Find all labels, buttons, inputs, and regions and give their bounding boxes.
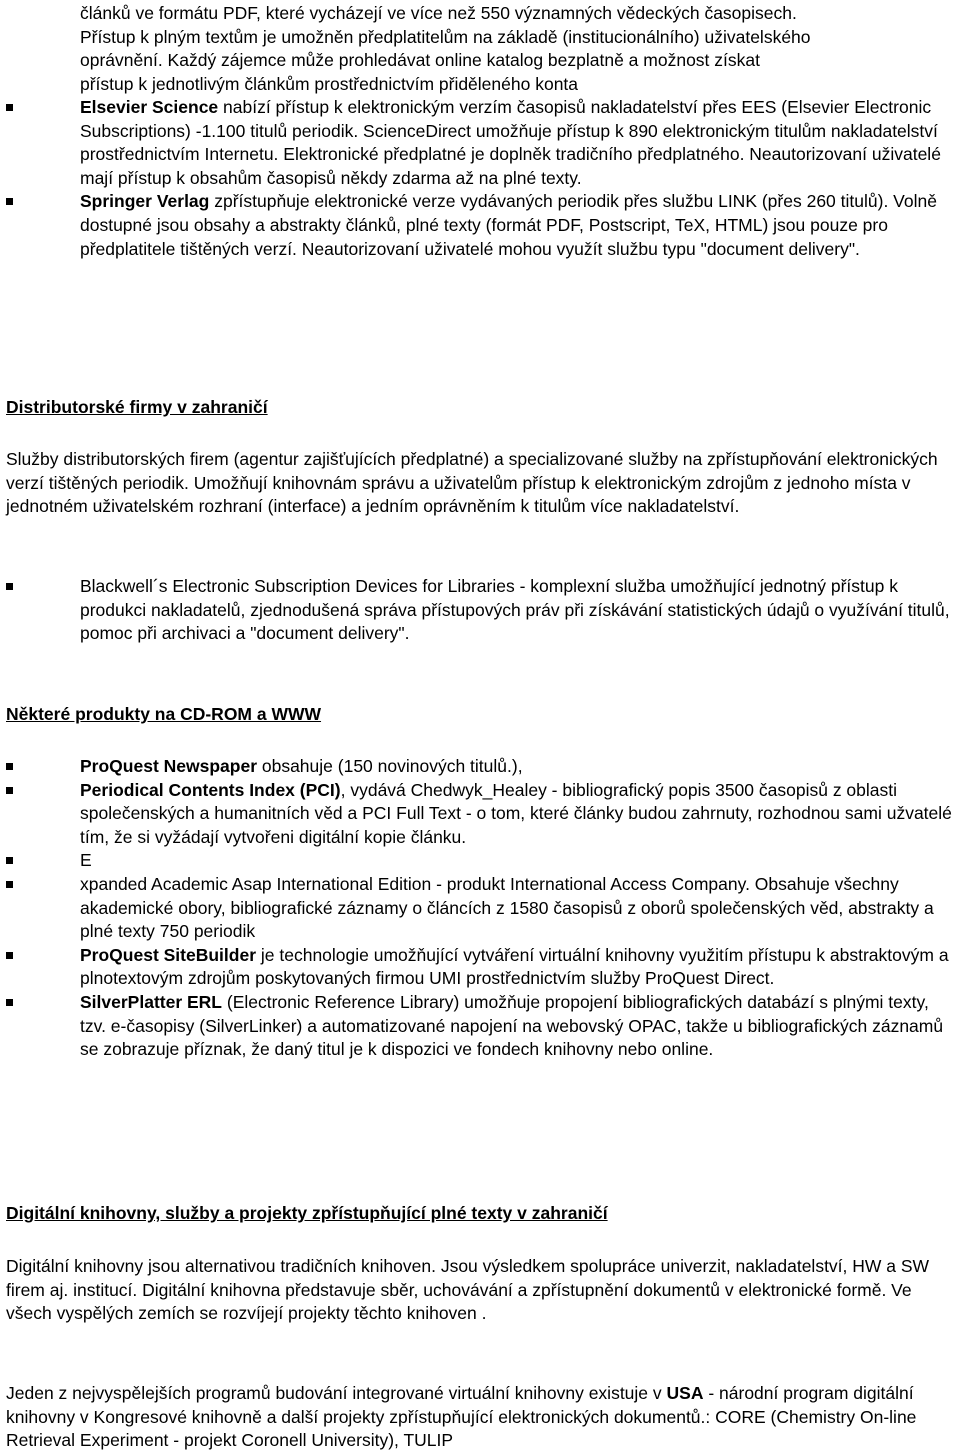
item-text: (Electronic Reference Library) umožňuje propojení bibliografických databází s plnými texty, tzv. e-časopisy (SilverLinker) a automatizované napojení na webovský OPAC, takže u bibliografických záznamů se zobrazuje příznak, že daný titul je k dispozici ve fondech knihovny nebo online. bbox=[80, 991, 944, 1060]
intro-line: přístup k jednotlivým článkům prostřednictvím přiděleného konta bbox=[80, 73, 579, 94]
list-item bbox=[0, 190, 956, 261]
distributors-list bbox=[0, 575, 956, 646]
products-list bbox=[0, 755, 956, 1062]
list-item bbox=[0, 96, 956, 190]
list-item bbox=[0, 575, 956, 646]
section-heading-digital-libraries: Digitální knihovny, služby a projekty zpřístupňující plné texty v zahraničí bbox=[6, 1203, 608, 1223]
item-text: xpanded Academic Asap International Edition - produkt International Access Company. Obsahuje všechny akademické obory, bibliografické záznamy o článcích z 1580 časopisů z oborů společenských věd, abstrakty a plné texty 750 periodik bbox=[80, 873, 934, 942]
intro-line: Přístup k plným textům je umožněn předplatitelům na základě (institucionálního) uživatelského bbox=[80, 26, 811, 47]
bullet-icon bbox=[6, 763, 13, 770]
item-text: je technologie umožňující vytváření virtuální knihovny využitím přístupu k abstraktovým a plnotextovým zdrojům poskytovaných firmou UMI prostřednictvím služby ProQuest Direct. bbox=[80, 944, 949, 989]
section-heading-products: Některé produkty na CD-ROM a WWW bbox=[6, 704, 322, 724]
bullet-icon bbox=[6, 999, 13, 1006]
digital-paragraph-2 bbox=[0, 1382, 956, 1453]
item-text: obsahuje (150 novinových titulů.), bbox=[257, 756, 523, 776]
item-text: E bbox=[80, 850, 92, 871]
bullet-icon bbox=[6, 104, 13, 111]
bullet-icon bbox=[6, 952, 13, 959]
bullet-icon bbox=[6, 198, 13, 205]
distributors-paragraph bbox=[0, 448, 956, 519]
intro-line: oprávnění. Každý zájemce může prohledávat online katalog bezplatně a možnost získat bbox=[80, 50, 760, 71]
bullet-icon bbox=[6, 787, 13, 794]
paragraph-text-part: Jeden z nejvyspělejších programů budování integrované virtuální knihovny existuje v bbox=[6, 1383, 667, 1403]
bullet-icon bbox=[6, 857, 13, 864]
section-heading-distributors: Distributorské firmy v zahraničí bbox=[6, 397, 268, 417]
paragraph-text: Služby distributorských firem (agentur zajišťujících předplatné) a specializované služby na zpřístupňování elektronických verzí tištěných periodik. Umožňují knihovnám správu a uživatelům přístup k elektronickým zdrojům z jednoho místa v jednotném uživatelském rozhraní (interface) a jedním oprávněním k titulům více nakladatelství. bbox=[6, 449, 938, 517]
intro-line: článků ve formátu PDF, které vycházejí ve více než 550 významných vědeckých časopisech. bbox=[80, 3, 797, 23]
list-item bbox=[0, 944, 956, 991]
item-title: Springer Verlag bbox=[80, 191, 210, 212]
item-text: Blackwell´s Electronic Subscription Devices for Libraries - komplexní služba umožňující jednotný přístup k produkci nakladatelů, zjednodušená správa přístupových práv při získávání statistických údajů o využívání titulů, pomoc při archivaci a "document delivery". bbox=[80, 576, 950, 644]
list-item bbox=[0, 873, 956, 944]
list-item bbox=[0, 779, 956, 850]
bullet-icon bbox=[6, 881, 13, 888]
item-title: Elsevier Science bbox=[80, 97, 219, 117]
publisher-list bbox=[0, 96, 956, 261]
item-text: nabízí přístup k elektronickým verzím časopisů nakladatelství přes EES (Elsevier Electronic Subscriptions) -1.100 titulů periodik. ScienceDirect umožňuje přístup k 890 elektronickým titulům nakladatelství prostřednictvím Internetu. Elektronické předplatné je doplněk tradičního předplatného. Neautorizovaní uživatelé mají přístup k obsahům časopisů někdy zdarma až na plné texty. bbox=[80, 97, 941, 188]
paragraph-text-part: - národní program digitální knihovny v Kongresové knihovně a další projekty zpřístupňující elektronických dokumentů.: CORE (Chemistry On-line Retrieval Experiment - projekt Coronell University), TULIP bbox=[6, 1383, 917, 1451]
bullet-icon bbox=[6, 583, 13, 590]
item-title: ProQuest Newspaper bbox=[80, 756, 257, 776]
intro-paragraph bbox=[0, 2, 956, 96]
paragraph-text bbox=[0, 1382, 956, 1453]
list-item bbox=[0, 755, 956, 779]
paragraph-text: Digitální knihovny jsou alternativou tradičních knihoven. Jsou výsledkem spolupráce univerzit, nakladatelství, HW a SW firem aj. institucí. Digitální knihovna představuje sběr, uchovávání a zpřístupnění dokumentů v elektronické formě. Ve všech vyspělých zemích se rozvíjejí projekty těchto knihoven . bbox=[6, 1256, 930, 1324]
item-title: SilverPlatter ERL bbox=[80, 991, 222, 1012]
item-title: Periodical Contents Index (PCI) bbox=[80, 779, 341, 800]
digital-paragraph-1 bbox=[0, 1255, 956, 1326]
item-title: ProQuest SiteBuilder bbox=[80, 944, 257, 965]
list-item bbox=[0, 991, 956, 1062]
country-name: USA bbox=[666, 1383, 704, 1403]
item-text: zpřístupňuje elektronické verze vydávaných periodik přes službu LINK (přes 260 titulů). Volně dostupné jsou obsahy a abstrakty článků, plné texty (formát PDF, Postscript, TeX, HTML) jsou pouze pro předplatitele tištěných verzí. Neautorizovaní uživatelé mohou využít službu typu "document delivery". bbox=[80, 191, 937, 259]
list-item bbox=[0, 849, 956, 873]
item-text: , vydává Chedwyk_Healey - bibliografický popis 3500 časopisů z oblasti společenských a humanitních věd a PCI Full Text - o tom, které články budou zahrnuty, rozhodnou sami užvatelé tím, že si vyžádají vytvořeni digitální kopie článku. bbox=[80, 779, 952, 847]
